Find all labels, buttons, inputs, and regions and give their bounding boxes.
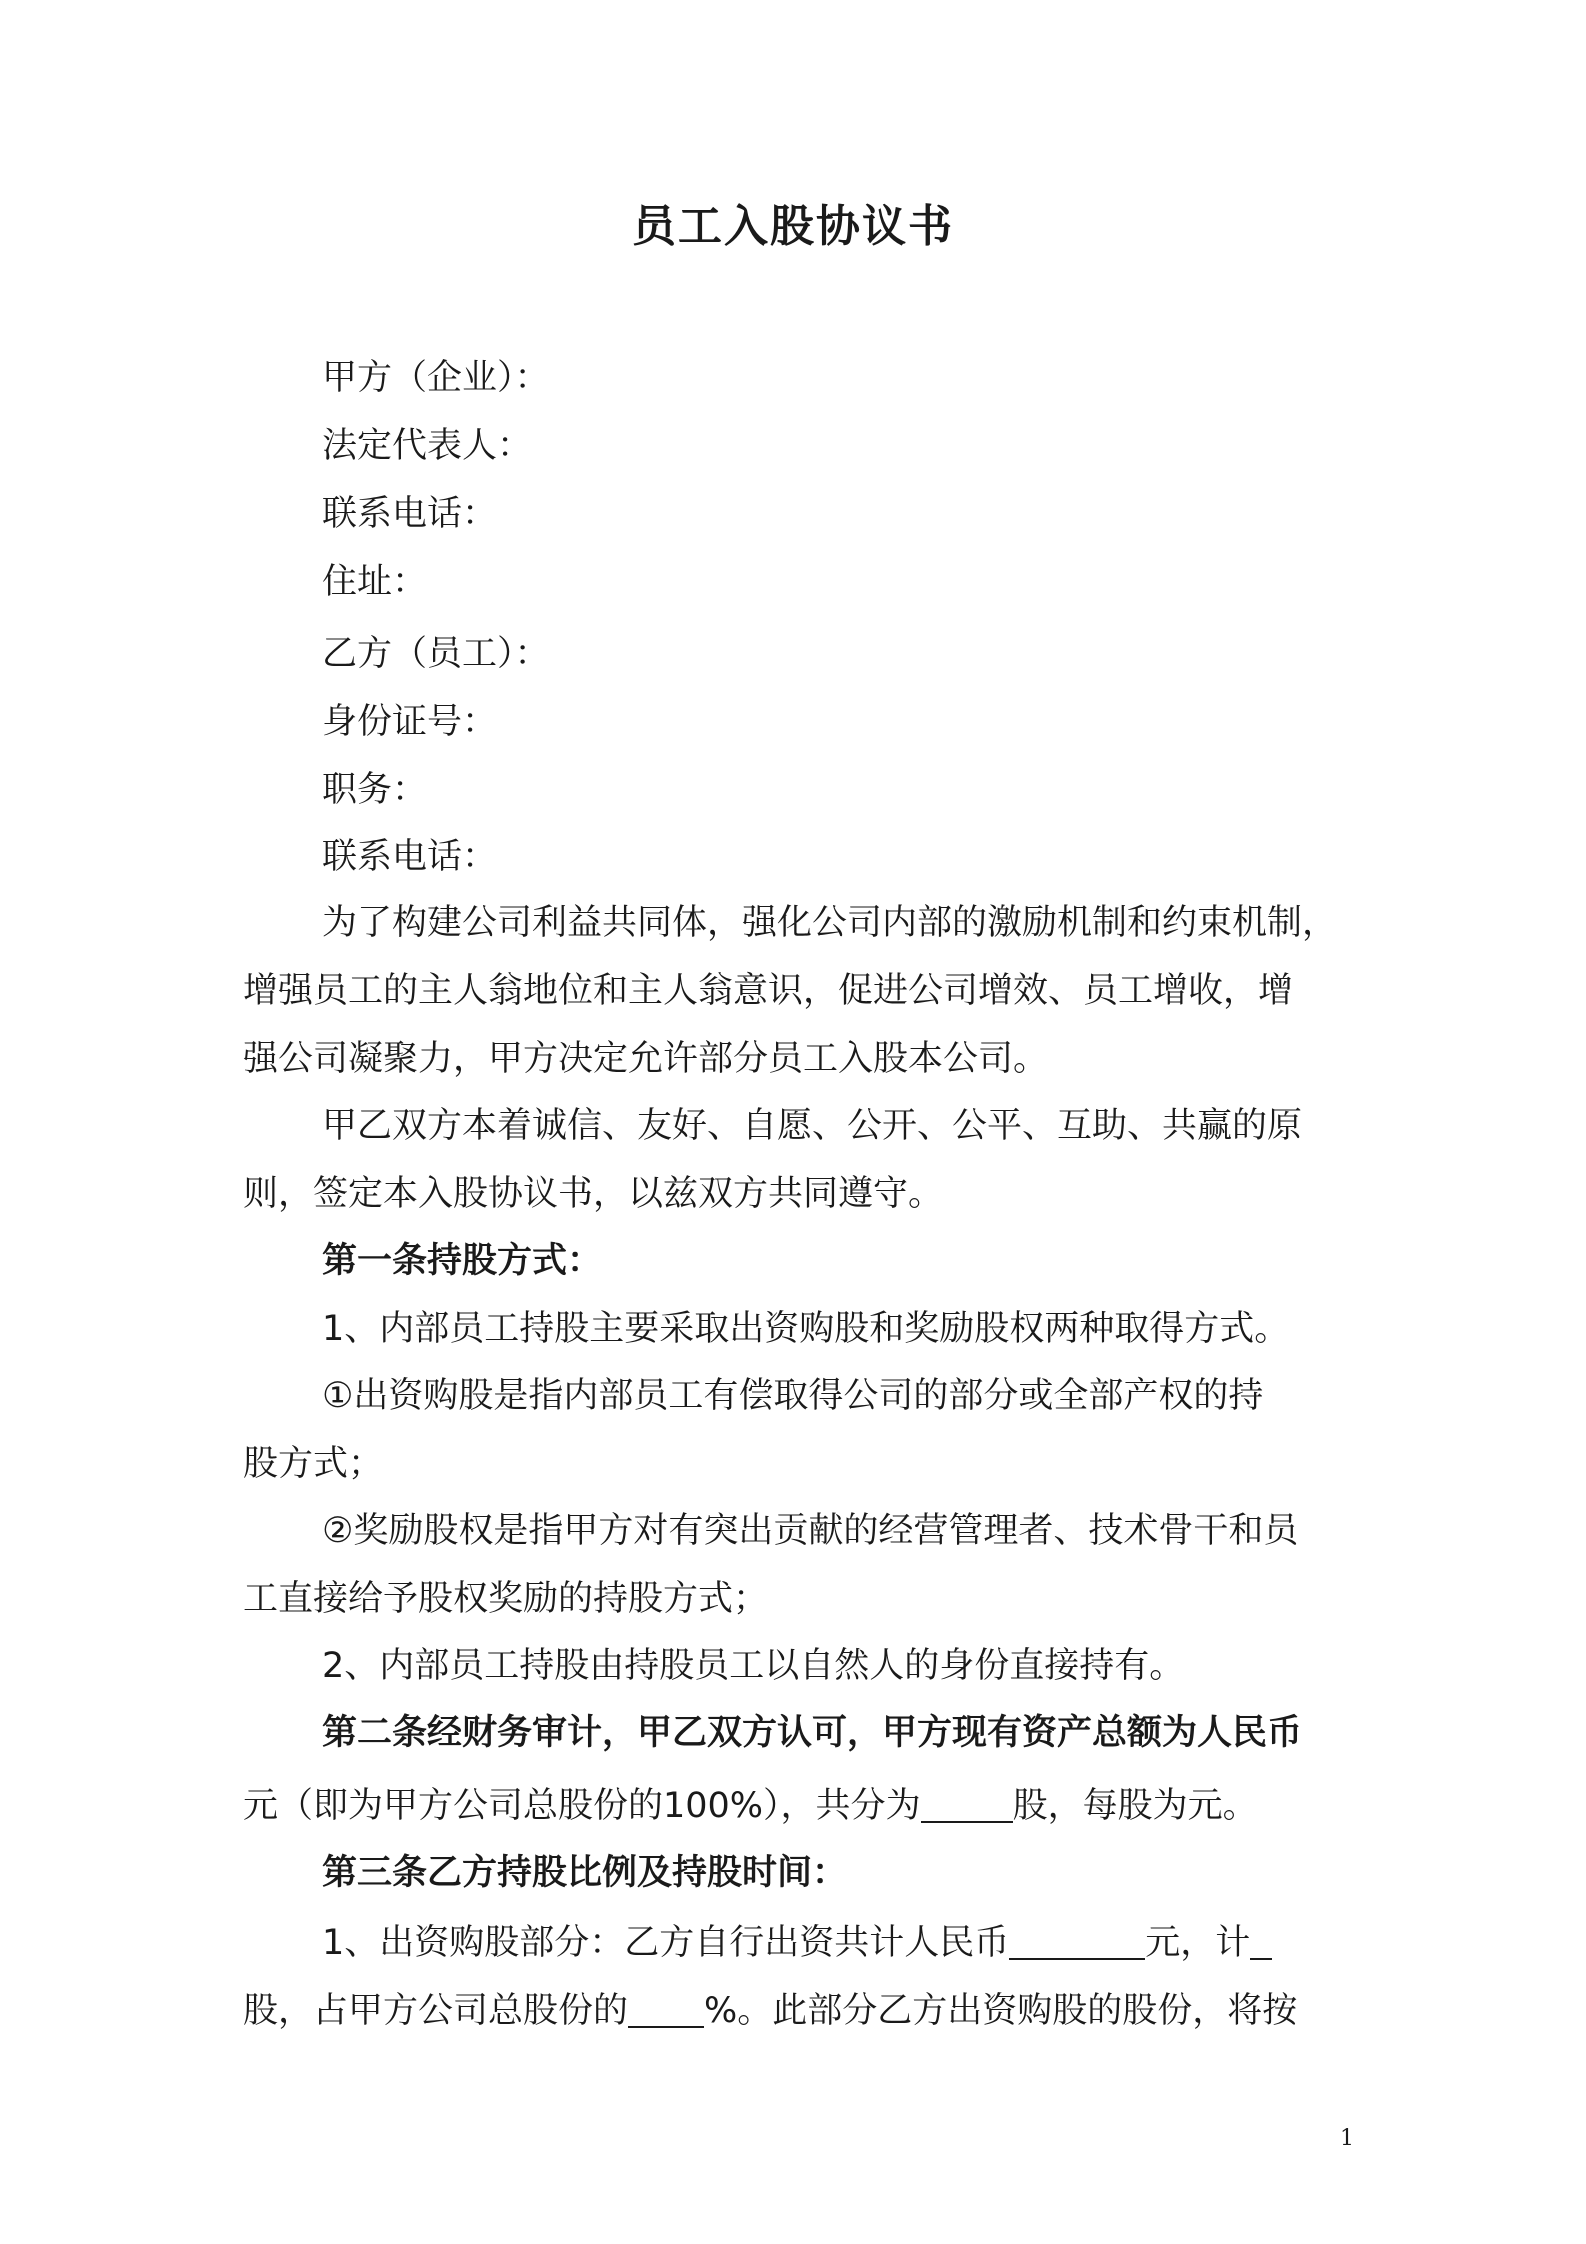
article-3-heading: 第三条乙方持股比例及持股时间： xyxy=(322,1853,848,1893)
document-title: 员工入股协议书 xyxy=(632,201,954,252)
article-3-item-1-line-1 xyxy=(322,1924,1272,1961)
party-b-position-label: 职务： xyxy=(322,770,428,810)
party-b-id-label: 身份证号： xyxy=(322,702,498,742)
intro-paragraph-1-line-3: 强公司凝聚力，甲方决定允许部分员工入股本公司。 xyxy=(243,1039,1049,1079)
article-1-item-1a-line-2: 股方式； xyxy=(243,1444,384,1484)
party-a-label: 甲方（企业）： xyxy=(322,358,550,398)
party-a-phone-label: 联系电话： xyxy=(322,494,498,534)
page-number: 1 xyxy=(1340,2126,1354,2151)
article-2-text-b: 股，每股为元。 xyxy=(1012,1786,1258,1826)
article-1-item-2: 2、内部员工持股由持股员工以自然人的身份直接持有。 xyxy=(322,1646,1185,1686)
article-1-heading: 第一条持股方式： xyxy=(322,1241,603,1281)
party-b-label: 乙方（员工）： xyxy=(322,634,550,674)
article-3-text-c: 股，占甲方公司总股份的 xyxy=(243,1991,629,2031)
article-2-text-a: 元（即为甲方公司总股份的100%），共分为 xyxy=(243,1786,921,1826)
article-3-text-d: %。此部分乙方出资购股的股份，将按 xyxy=(704,1991,1298,2031)
intro-paragraph-2-line-2: 则，签定本入股协议书，以兹双方共同遵守。 xyxy=(243,1174,944,1214)
intro-paragraph-1-line-2: 增强员工的主人翁地位和主人翁意识，促进公司增效、员工增收，增 xyxy=(243,971,1294,1011)
article-3-text-a: 1、出资购股部分：乙方自行出资共计人民币 xyxy=(322,1923,1010,1963)
share-quantity-blank xyxy=(1250,1924,1272,1960)
intro-paragraph-2-line-1: 甲乙双方本着诚信、友好、自愿、公开、公平、互助、共赢的原 xyxy=(322,1106,1303,1146)
party-a-legal-rep-label: 法定代表人： xyxy=(322,426,533,466)
article-2-text: 第二条经财务审计，甲乙双方认可，甲方现有资产总额为人民币 xyxy=(322,1713,1303,1753)
intro-paragraph-1-line-1: 为了构建公司利益共同体，强化公司内部的激励机制和约束机制， xyxy=(322,903,1338,943)
contribution-amount-blank xyxy=(1009,1924,1145,1960)
party-a-address-label: 住址： xyxy=(322,562,428,602)
article-1-item-1: 1、内部员工持股主要采取出资购股和奖励股权两种取得方式。 xyxy=(322,1309,1290,1349)
party-b-phone-label: 联系电话： xyxy=(322,837,498,877)
article-3-text-b: 元，计 xyxy=(1145,1923,1251,1963)
article-1-item-1b-line-2: 工直接给予股权奖励的持股方式； xyxy=(243,1579,769,1619)
article-1-item-1b-line-1: ②奖励股权是指甲方对有突出贡献的经营管理者、技术骨干和员 xyxy=(322,1511,1299,1551)
share-count-blank xyxy=(921,1787,1013,1823)
article-2-line-2 xyxy=(243,1787,1258,1824)
percentage-blank xyxy=(628,1992,704,2028)
article-3-item-1-line-2 xyxy=(243,1992,1297,2029)
article-1-item-1a-line-1: ①出资购股是指内部员工有偿取得公司的部分或全部产权的持 xyxy=(322,1376,1264,1416)
article-2-line-1 xyxy=(322,1713,1303,1753)
